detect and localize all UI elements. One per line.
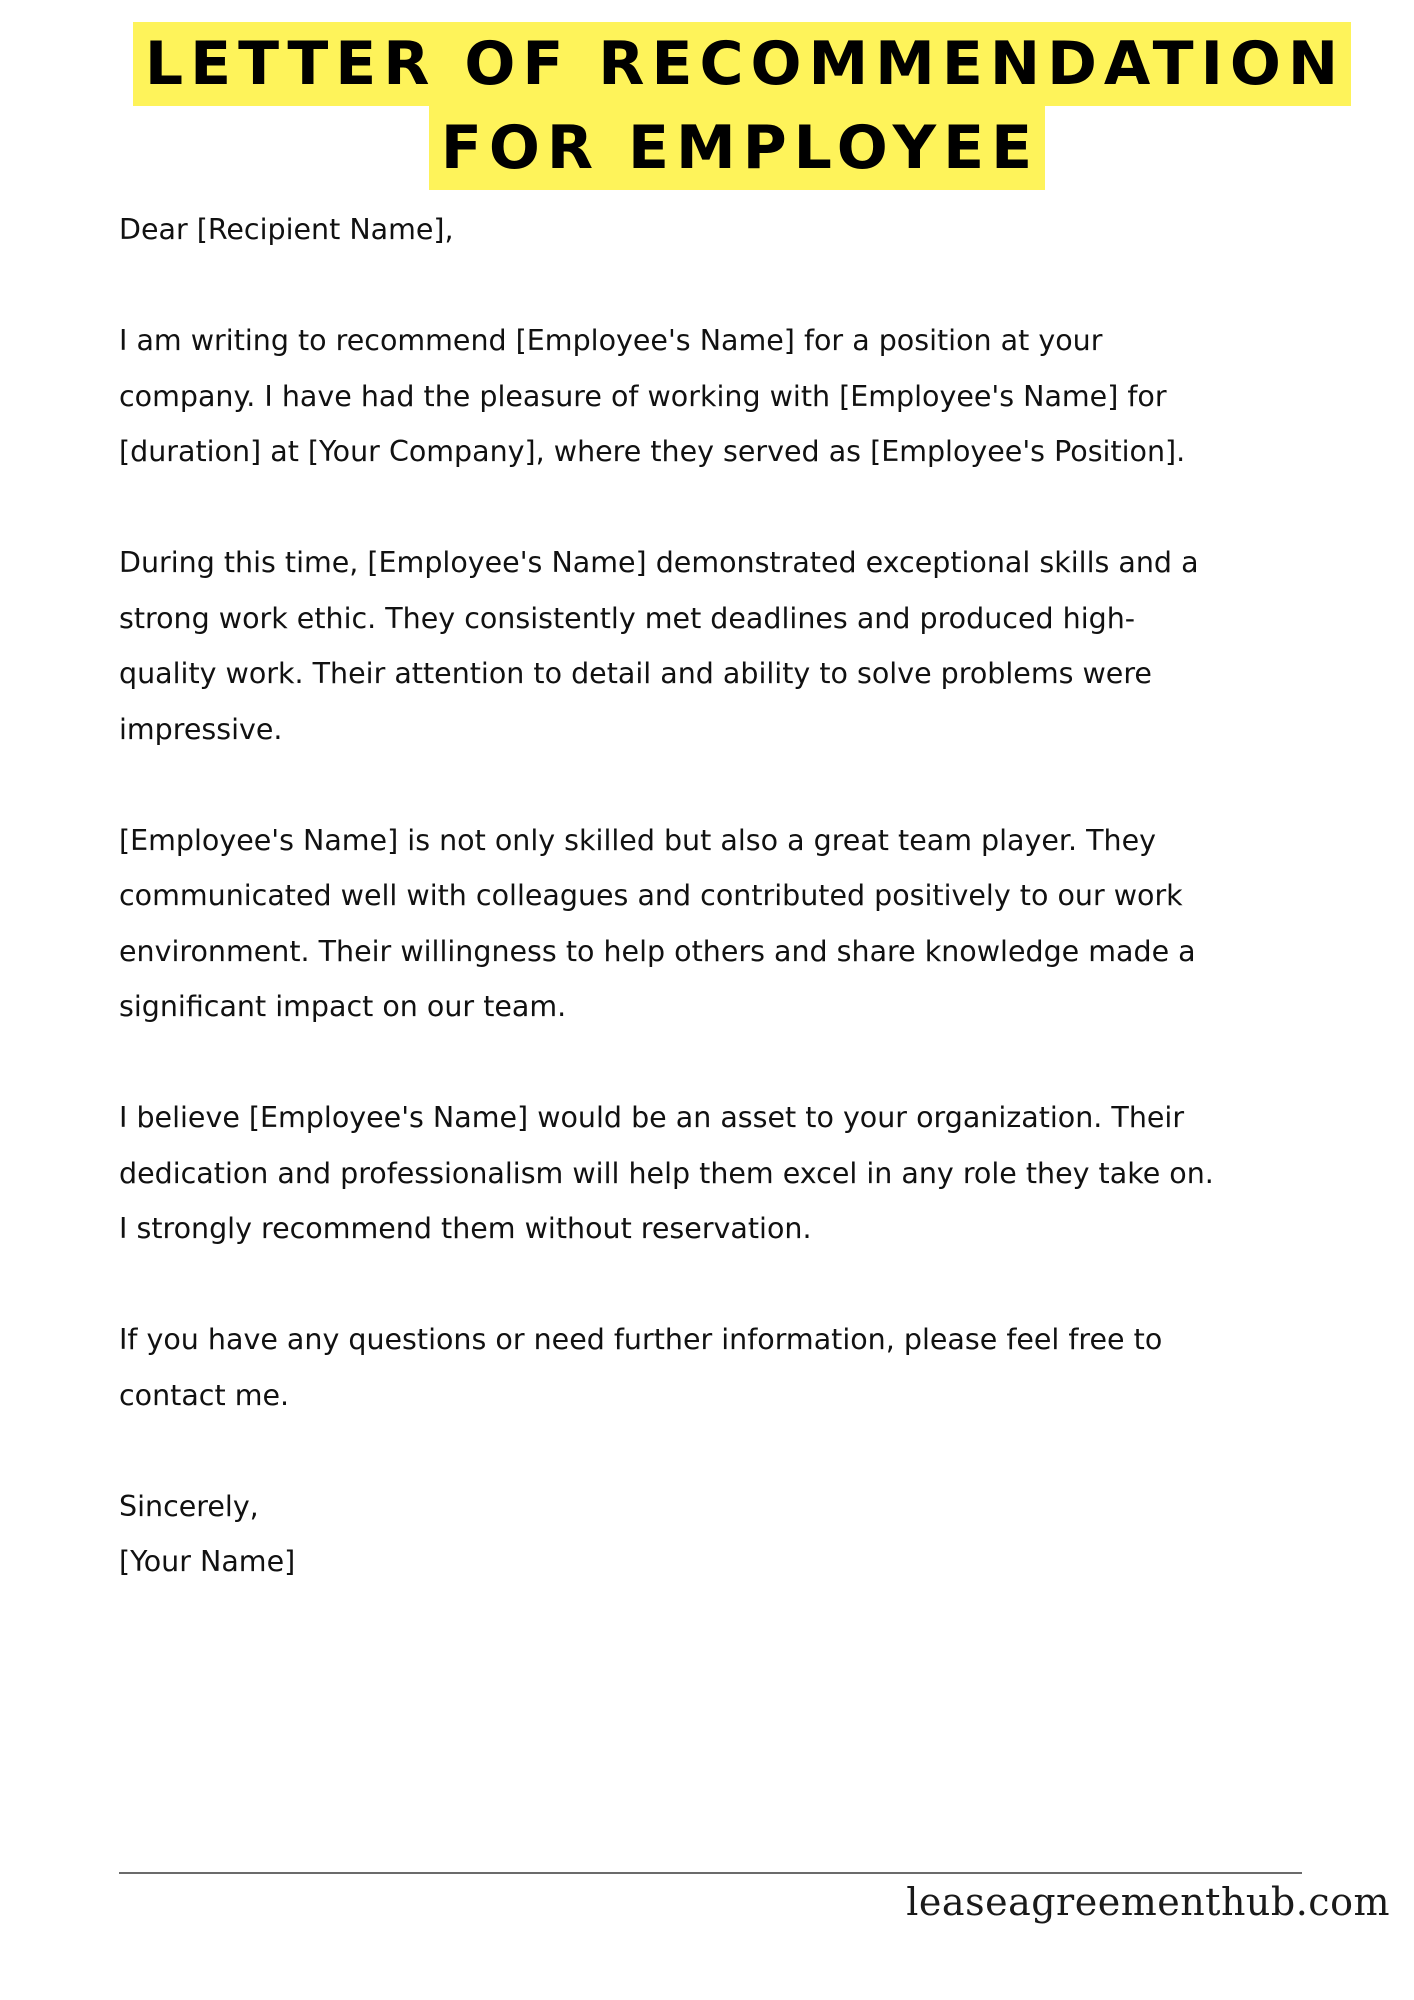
paragraph-spacer	[119, 1035, 1319, 1091]
paragraph-spacer	[119, 258, 1319, 314]
title-line-1: LETTER OF RECOMMENDATION	[133, 22, 1351, 106]
paragraph-intro: I am writing to recommend [Employee's Name] for a position at your company. I have had the pleasure of working with [Employee's Name] for [duration] at [Your Company], where they served as [Employee's Position].	[119, 324, 1186, 468]
page-title	[0, 22, 1414, 190]
letter-body	[119, 202, 1319, 1590]
paragraph-endorsement: I believe [Employee's Name] would be an asset to your organization. Their dedication and professionalism will help them excel in any role they take on. I strongly recommend them without reservation.	[119, 1101, 1214, 1245]
footer-divider	[119, 1872, 1302, 1874]
paragraph-spacer	[119, 1423, 1319, 1479]
title-line-2: FOR EMPLOYEE	[429, 106, 1045, 190]
closing: Sincerely,	[119, 1489, 259, 1523]
paragraph-skills: During this time, [Employee's Name] demonstrated exceptional skills and a strong work ethic. They consistently met deadlines and produced high- quality work. Their attention to detail and ability to solve problems were impressive.	[119, 546, 1199, 746]
paragraph-spacer	[119, 757, 1319, 813]
salutation: Dear [Recipient Name],	[119, 213, 454, 246]
paragraph-contact: If you have any questions or need further information, please feel free to contact me.	[119, 1323, 1163, 1412]
paragraph-spacer	[119, 480, 1319, 536]
footer-website: leaseagreementhub.com	[906, 1880, 1390, 1924]
paragraph-spacer	[119, 1257, 1319, 1313]
signature-name: [Your Name]	[119, 1545, 296, 1578]
paragraph-teamwork: [Employee's Name] is not only skilled but also a great team player. They communicated well with colleagues and contributed positively to our work environment. Their willingness to help others and share knowledge made a significant impact on our team.	[119, 823, 1196, 1023]
